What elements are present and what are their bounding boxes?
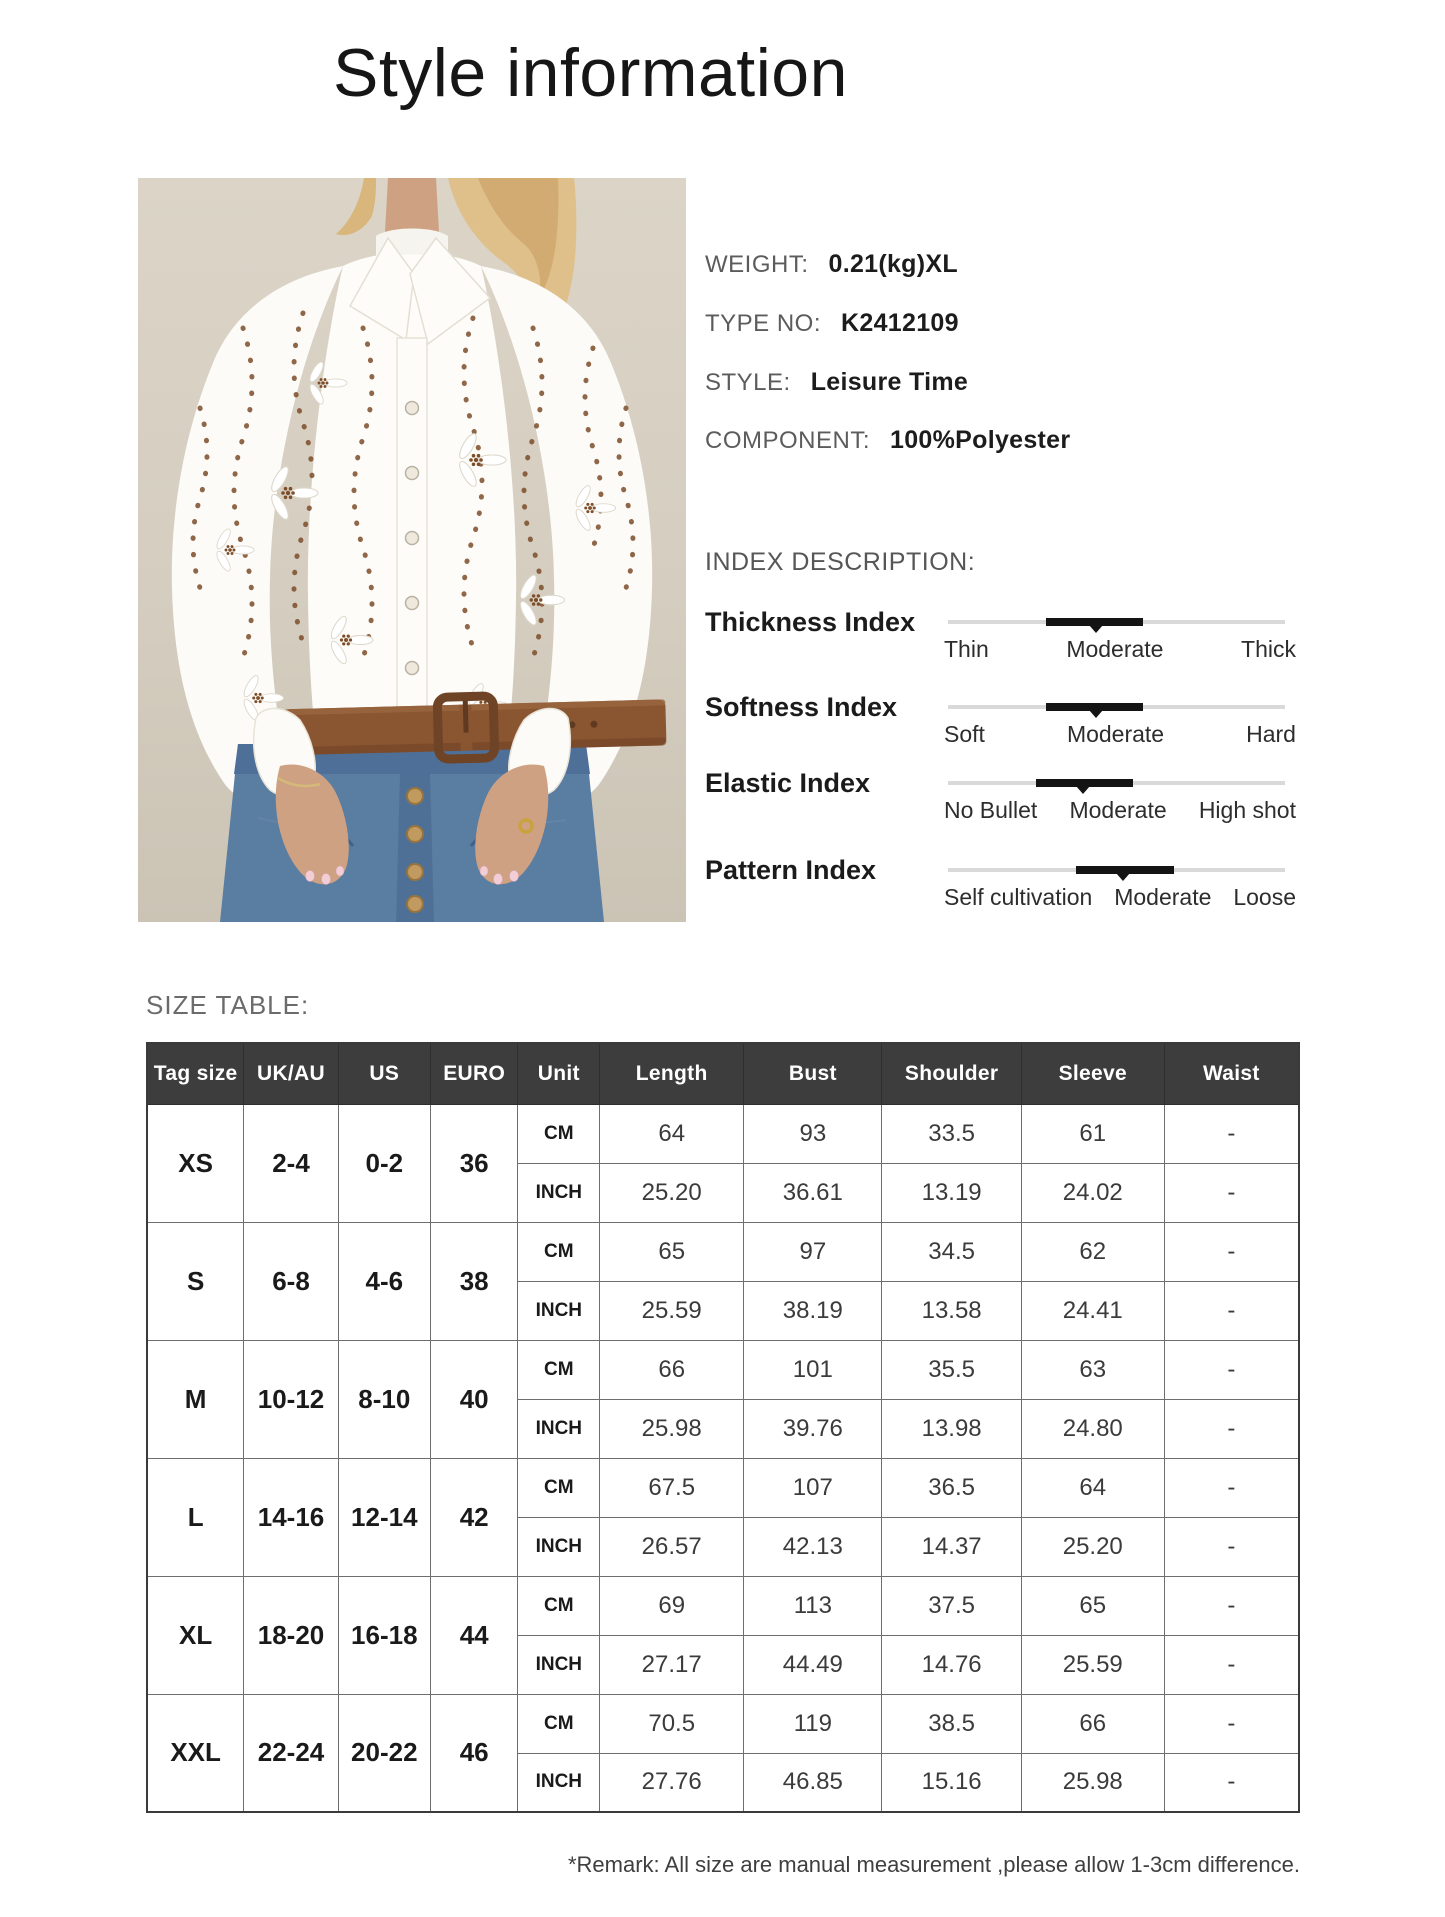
sleeve-cell: 62 bbox=[1021, 1222, 1164, 1281]
bust-cell: 36.61 bbox=[744, 1163, 882, 1222]
shoulder-cell: 13.58 bbox=[882, 1281, 1021, 1340]
size-tag: L bbox=[147, 1458, 244, 1576]
header-euro: EURO bbox=[430, 1043, 518, 1104]
unit-cell: CM bbox=[518, 1576, 600, 1635]
scale-label: Moderate bbox=[1114, 884, 1212, 910]
length-cell: 26.57 bbox=[600, 1517, 744, 1576]
us-cell: 8-10 bbox=[338, 1340, 430, 1458]
bust-cell: 113 bbox=[744, 1576, 882, 1635]
sleeve-cell: 25.59 bbox=[1021, 1635, 1164, 1694]
shoulder-cell: 34.5 bbox=[882, 1222, 1021, 1281]
unit-cell: INCH bbox=[518, 1635, 600, 1694]
page-title: Style information bbox=[333, 35, 848, 111]
header-shoulder: Shoulder bbox=[882, 1043, 1021, 1104]
elastic-index-label: Elastic Index bbox=[705, 768, 871, 798]
length-cell: 25.98 bbox=[600, 1399, 744, 1458]
index-description-heading: INDEX DESCRIPTION: bbox=[705, 548, 976, 576]
scale-label: Moderate bbox=[1066, 636, 1164, 662]
shoulder-cell: 35.5 bbox=[882, 1340, 1021, 1399]
waist-cell: - bbox=[1164, 1340, 1299, 1399]
unit-cell: CM bbox=[518, 1340, 600, 1399]
unit-cell: INCH bbox=[518, 1281, 600, 1340]
waist-cell: - bbox=[1164, 1104, 1299, 1163]
sleeve-cell: 64 bbox=[1021, 1458, 1164, 1517]
detail-label: WEIGHT: bbox=[705, 251, 809, 278]
shoulder-cell: 37.5 bbox=[882, 1576, 1021, 1635]
uk-au-cell: 6-8 bbox=[244, 1222, 338, 1340]
pattern-index-label: Pattern Index bbox=[705, 855, 877, 885]
scale-label: Self cultivation bbox=[944, 884, 1093, 910]
waist-cell: - bbox=[1164, 1576, 1299, 1635]
button-placket bbox=[397, 338, 427, 756]
shoulder-cell: 36.5 bbox=[882, 1458, 1021, 1517]
waist-cell: - bbox=[1164, 1222, 1299, 1281]
elastic-index-marker bbox=[1076, 786, 1090, 794]
waist-cell: - bbox=[1164, 1458, 1299, 1517]
sleeve-cell: 63 bbox=[1021, 1340, 1164, 1399]
sleeve-cell: 25.98 bbox=[1021, 1753, 1164, 1812]
header-bust: Bust bbox=[744, 1043, 882, 1104]
sleeve-cell: 25.20 bbox=[1021, 1517, 1164, 1576]
sleeve-cell: 24.02 bbox=[1021, 1163, 1164, 1222]
euro-cell: 40 bbox=[430, 1340, 518, 1458]
sleeve-cell: 24.80 bbox=[1021, 1399, 1164, 1458]
product-photo-illustration bbox=[138, 178, 686, 922]
unit-cell: CM bbox=[518, 1222, 600, 1281]
us-cell: 20-22 bbox=[338, 1694, 430, 1812]
unit-cell: CM bbox=[518, 1458, 600, 1517]
uk-au-cell: 10-12 bbox=[244, 1340, 338, 1458]
shoulder-cell: 38.5 bbox=[882, 1694, 1021, 1753]
size-tag: S bbox=[147, 1222, 244, 1340]
shoulder-cell: 14.76 bbox=[882, 1635, 1021, 1694]
pattern-index-marker bbox=[1116, 873, 1130, 881]
pattern-index-track bbox=[948, 868, 1285, 872]
waist-cell: - bbox=[1164, 1163, 1299, 1222]
detail-value: 0.21(kg)XL bbox=[828, 250, 958, 278]
length-cell: 25.59 bbox=[600, 1281, 744, 1340]
bust-cell: 46.85 bbox=[744, 1753, 882, 1812]
bust-cell: 97 bbox=[744, 1222, 882, 1281]
size-table-heading: SIZE TABLE: bbox=[146, 990, 310, 1020]
pattern-index-scale bbox=[944, 884, 1296, 911]
length-cell: 27.76 bbox=[600, 1753, 744, 1812]
scale-label: Moderate bbox=[1069, 797, 1167, 823]
sleeve-cell: 61 bbox=[1021, 1104, 1164, 1163]
waist-cell: - bbox=[1164, 1635, 1299, 1694]
euro-cell: 42 bbox=[430, 1458, 518, 1576]
length-cell: 70.5 bbox=[600, 1694, 744, 1753]
thickness-index-scale bbox=[944, 636, 1296, 663]
bust-cell: 44.49 bbox=[744, 1635, 882, 1694]
bust-cell: 101 bbox=[744, 1340, 882, 1399]
header-us: US bbox=[338, 1043, 430, 1104]
shoulder-cell: 15.16 bbox=[882, 1753, 1021, 1812]
detail-row-component bbox=[705, 426, 1070, 456]
detail-label: TYPE NO: bbox=[705, 310, 822, 337]
bust-cell: 38.19 bbox=[744, 1281, 882, 1340]
scale-label: Moderate bbox=[1066, 721, 1165, 747]
length-cell: 25.20 bbox=[600, 1163, 744, 1222]
us-cell: 0-2 bbox=[338, 1104, 430, 1222]
softness-index-label: Softness Index bbox=[705, 692, 898, 722]
unit-cell: CM bbox=[518, 1104, 600, 1163]
size-tag: XXL bbox=[147, 1694, 244, 1812]
thickness-index-marker bbox=[1089, 625, 1103, 633]
us-cell: 12-14 bbox=[338, 1458, 430, 1576]
detail-row-style bbox=[705, 368, 968, 398]
waist-cell: - bbox=[1164, 1399, 1299, 1458]
thickness-index-label: Thickness Index bbox=[705, 607, 916, 637]
euro-cell: 44 bbox=[430, 1576, 518, 1694]
table-row-m-cm bbox=[147, 1340, 1299, 1399]
bust-cell: 42.13 bbox=[744, 1517, 882, 1576]
scale-label: Loose bbox=[1233, 884, 1296, 910]
unit-cell: INCH bbox=[518, 1517, 600, 1576]
size-tag: XS bbox=[147, 1104, 244, 1222]
sleeve-cell: 65 bbox=[1021, 1576, 1164, 1635]
table-row-xl-cm bbox=[147, 1576, 1299, 1635]
table-row-s-cm bbox=[147, 1222, 1299, 1281]
unit-cell: CM bbox=[518, 1694, 600, 1753]
bust-cell: 119 bbox=[744, 1694, 882, 1753]
euro-cell: 38 bbox=[430, 1222, 518, 1340]
scale-label: Soft bbox=[944, 721, 985, 747]
length-cell: 64 bbox=[600, 1104, 744, 1163]
bust-cell: 93 bbox=[744, 1104, 882, 1163]
size-table bbox=[146, 1042, 1300, 1813]
detail-label: COMPONENT: bbox=[705, 427, 871, 454]
uk-au-cell: 18-20 bbox=[244, 1576, 338, 1694]
sleeve-cell: 24.41 bbox=[1021, 1281, 1164, 1340]
elastic-index-track bbox=[948, 781, 1285, 785]
shoulder-cell: 13.98 bbox=[882, 1399, 1021, 1458]
waist-cell: - bbox=[1164, 1517, 1299, 1576]
sleeve-cell: 66 bbox=[1021, 1694, 1164, 1753]
length-cell: 69 bbox=[600, 1576, 744, 1635]
length-cell: 67.5 bbox=[600, 1458, 744, 1517]
bust-cell: 107 bbox=[744, 1458, 882, 1517]
length-cell: 27.17 bbox=[600, 1635, 744, 1694]
detail-value: 100%Polyester bbox=[890, 426, 1071, 454]
header-uk-au: UK/AU bbox=[244, 1043, 338, 1104]
elastic-index-scale bbox=[944, 797, 1296, 824]
detail-label: STYLE: bbox=[705, 369, 791, 396]
scale-label: Thin bbox=[944, 636, 989, 662]
detail-value: Leisure Time bbox=[810, 368, 969, 396]
header-waist: Waist bbox=[1164, 1043, 1299, 1104]
detail-row-weight bbox=[705, 250, 958, 280]
shoulder-cell: 33.5 bbox=[882, 1104, 1021, 1163]
header-unit: Unit bbox=[518, 1043, 600, 1104]
scale-label: No Bullet bbox=[944, 797, 1038, 823]
unit-cell: INCH bbox=[518, 1163, 600, 1222]
size-table-header-row bbox=[147, 1043, 1299, 1104]
header-sleeve: Sleeve bbox=[1021, 1043, 1164, 1104]
remark-note: *Remark: All size are manual measurement ,please allow 1-3cm difference. bbox=[567, 1852, 1300, 1877]
waist-cell: - bbox=[1164, 1753, 1299, 1812]
bust-cell: 39.76 bbox=[744, 1399, 882, 1458]
unit-cell: INCH bbox=[518, 1753, 600, 1812]
softness-index-marker bbox=[1089, 710, 1103, 718]
softness-index-track bbox=[948, 705, 1285, 709]
uk-au-cell: 14-16 bbox=[244, 1458, 338, 1576]
length-cell: 66 bbox=[600, 1340, 744, 1399]
size-tag: XL bbox=[147, 1576, 244, 1694]
length-cell: 65 bbox=[600, 1222, 744, 1281]
size-tag: M bbox=[147, 1340, 244, 1458]
header-length: Length bbox=[600, 1043, 744, 1104]
detail-value: K2412109 bbox=[841, 309, 959, 337]
euro-cell: 46 bbox=[430, 1694, 518, 1812]
detail-row-type-no bbox=[705, 309, 959, 339]
scale-label: Thick bbox=[1241, 636, 1296, 662]
table-row-l-cm bbox=[147, 1458, 1299, 1517]
table-row-xs-cm bbox=[147, 1104, 1299, 1163]
uk-au-cell: 2-4 bbox=[244, 1104, 338, 1222]
softness-index-scale bbox=[944, 721, 1296, 748]
shoulder-cell: 13.19 bbox=[882, 1163, 1021, 1222]
waist-cell: - bbox=[1164, 1694, 1299, 1753]
waist-cell: - bbox=[1164, 1281, 1299, 1340]
table-row-xxl-cm bbox=[147, 1694, 1299, 1753]
us-cell: 16-18 bbox=[338, 1576, 430, 1694]
header-tag-size: Tag size bbox=[147, 1043, 244, 1104]
scale-label: High shot bbox=[1198, 797, 1296, 823]
shoulder-cell: 14.37 bbox=[882, 1517, 1021, 1576]
product-photo bbox=[138, 178, 686, 922]
us-cell: 4-6 bbox=[338, 1222, 430, 1340]
scale-label: Hard bbox=[1246, 721, 1296, 747]
thickness-index-track bbox=[948, 620, 1285, 624]
unit-cell: INCH bbox=[518, 1399, 600, 1458]
uk-au-cell: 22-24 bbox=[244, 1694, 338, 1812]
euro-cell: 36 bbox=[430, 1104, 518, 1222]
